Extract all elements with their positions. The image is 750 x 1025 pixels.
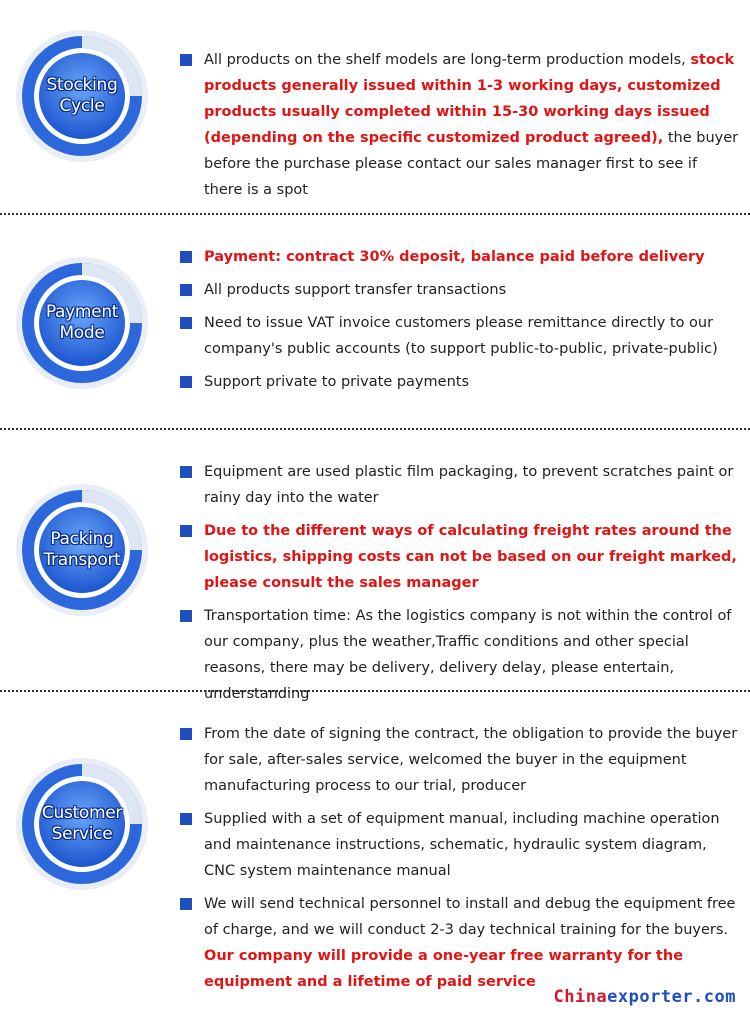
text-part: Equipment are used plastic film packaging, to prevent scratches paint or rainy day into the water bbox=[204, 464, 734, 506]
payment-mode-badge bbox=[12, 253, 152, 393]
list-item bbox=[180, 891, 740, 995]
list-item bbox=[180, 277, 740, 303]
square-bullet-icon bbox=[180, 251, 192, 263]
badge-line-1: Customer bbox=[41, 803, 123, 823]
square-bullet-icon bbox=[180, 728, 192, 740]
badge-label bbox=[12, 754, 152, 894]
packing-transport-badge bbox=[12, 480, 152, 620]
badge-line-2: Transport bbox=[43, 550, 121, 570]
list-item bbox=[180, 518, 740, 596]
text-part: All products support transfer transactions bbox=[204, 282, 507, 298]
highlight-text: stock products generally issued within 1-3 working days, customized products usually completed within 15-30 working days issued (depending on the specific customized product agreed), bbox=[204, 52, 735, 146]
text-part: We will send technical personnel to install and debug the equipment free of charge, and we will conduct 2-3 day technical training for the buyers. bbox=[204, 896, 736, 938]
highlight-text: Our company will provide a one-year free warranty for the equipment and a lifetime of paid service bbox=[204, 948, 684, 990]
list-item bbox=[180, 310, 740, 362]
square-bullet-icon bbox=[180, 284, 192, 296]
badge-label bbox=[12, 253, 152, 393]
square-bullet-icon bbox=[180, 466, 192, 478]
list-item bbox=[180, 721, 740, 799]
section-stocking-cycle bbox=[0, 0, 750, 215]
customer-service-badge bbox=[12, 754, 152, 894]
badge-line-2: Cycle bbox=[59, 96, 105, 116]
stocking-cycle-badge bbox=[12, 26, 152, 166]
stocking-cycle-items bbox=[180, 47, 740, 210]
square-bullet-icon bbox=[180, 317, 192, 329]
highlight-text: Payment: contract 30% deposit, balance paid before delivery bbox=[204, 249, 705, 265]
square-bullet-icon bbox=[180, 610, 192, 622]
payment-mode-items bbox=[180, 244, 740, 402]
highlight-text: Due to the different ways of calculating freight rates around the logistics, shipping costs can not be based on our freight marked, please consult the sales manager bbox=[204, 523, 737, 591]
square-bullet-icon bbox=[180, 898, 192, 910]
list-item bbox=[180, 369, 740, 395]
square-bullet-icon bbox=[180, 376, 192, 388]
text-part: the buyer before the purchase please contact our sales manager first to see if there is a spot bbox=[204, 130, 739, 198]
packing-transport-items bbox=[180, 459, 740, 714]
badge-line-1: Stocking bbox=[46, 75, 118, 95]
badge-line-2: Service bbox=[51, 824, 113, 844]
text-part: From the date of signing the contract, the obligation to provide the buyer for sale, after-sales service, welcomed the buyer in the equipment manufacturing process to our trial, producer bbox=[204, 726, 738, 794]
watermark-part-2: exporter.com bbox=[607, 987, 736, 1007]
list-item bbox=[180, 47, 740, 203]
section-packing-transport bbox=[0, 430, 750, 702]
list-item bbox=[180, 459, 740, 511]
text-part: Transportation time: As the logistics company is not within the control of our company, plus the weather,Traffic conditions and other special reasons, there may be delivery, delivery delay, please entertain, understanding bbox=[204, 608, 732, 702]
watermark bbox=[553, 987, 736, 1007]
text-part: Supplied with a set of equipment manual, including machine operation and maintenance instructions, schematic, hydraulic system diagram, CNC system maintenance manual bbox=[204, 811, 720, 879]
square-bullet-icon bbox=[180, 54, 192, 66]
customer-service-items bbox=[180, 721, 740, 1002]
list-item bbox=[180, 806, 740, 884]
text-part: Need to issue VAT invoice customers please remittance directly to our company's public accounts (to support public-to-public, private-public) bbox=[204, 315, 718, 357]
badge-line-2: Mode bbox=[59, 323, 105, 343]
text-part: All products on the shelf models are long-term production models, bbox=[204, 52, 691, 68]
badge-line-1: Payment bbox=[45, 302, 119, 322]
watermark-part-1: China bbox=[553, 987, 608, 1007]
text-part: Support private to private payments bbox=[204, 374, 469, 390]
square-bullet-icon bbox=[180, 525, 192, 537]
list-item bbox=[180, 244, 740, 270]
section-payment-mode bbox=[0, 215, 750, 430]
section-customer-service bbox=[0, 692, 750, 1025]
square-bullet-icon bbox=[180, 813, 192, 825]
badge-label bbox=[12, 480, 152, 620]
badge-line-1: Packing bbox=[50, 529, 114, 549]
badge-label bbox=[12, 26, 152, 166]
